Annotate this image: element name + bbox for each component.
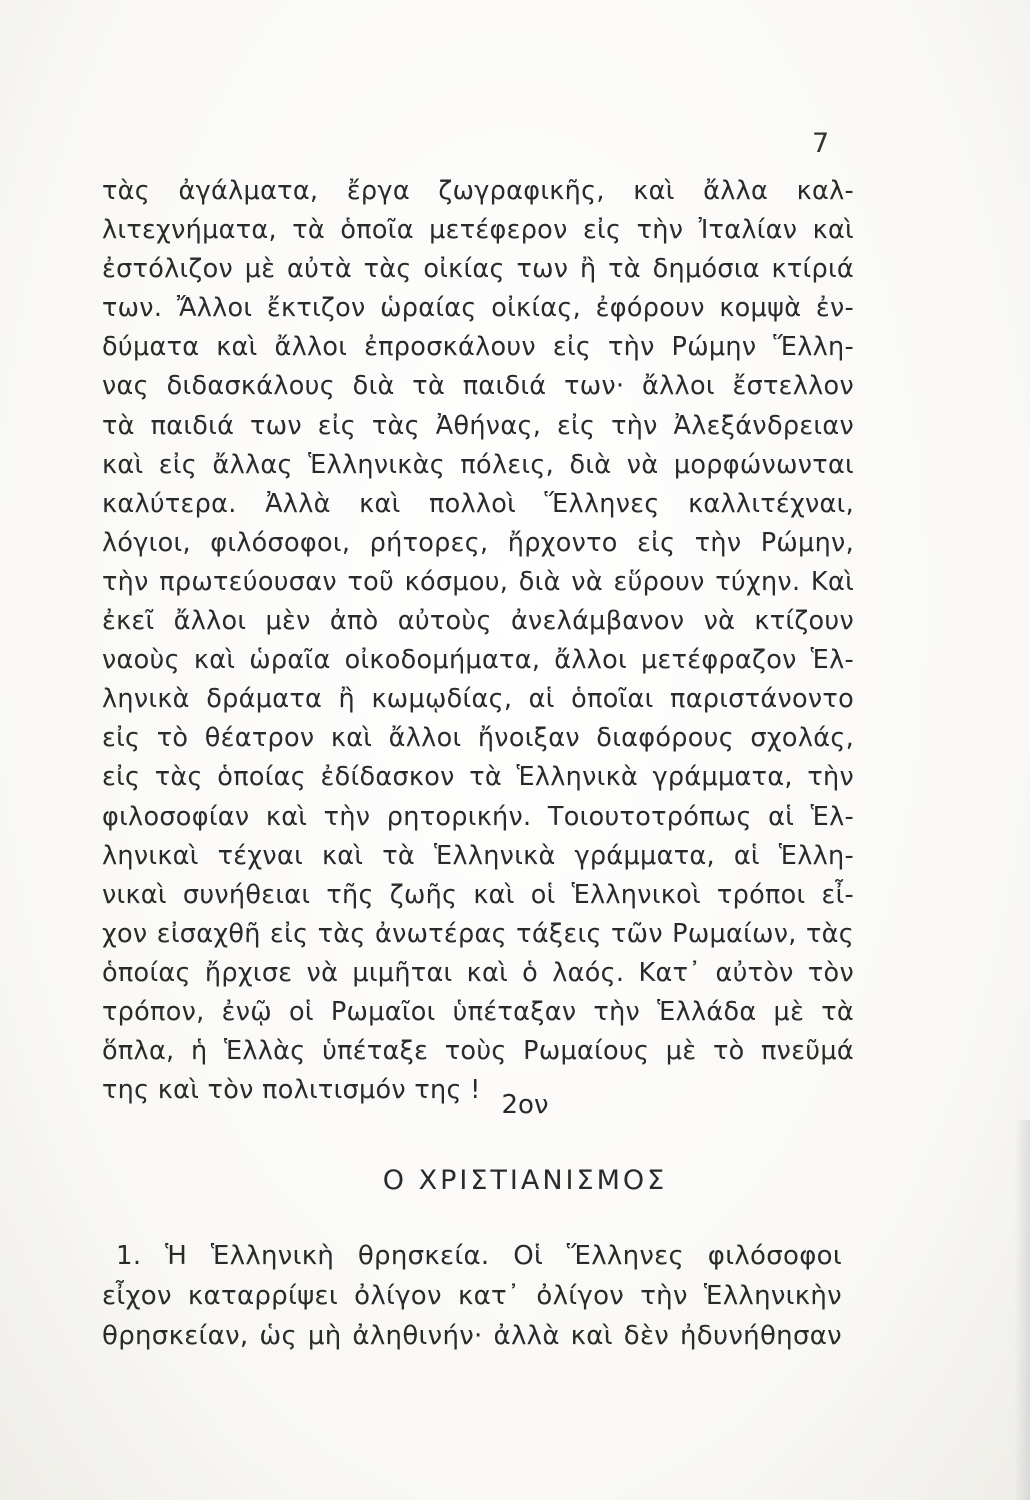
text-line: τὰς ἀγάλματα, ἔργα ζωγραφικῆς, καὶ ἄλλα καλ- (102, 176, 854, 206)
subsection-first-line (102, 1236, 842, 1276)
text-line: των. Ἄλλοι ἔκτιζον ὡραίας οἰκίας, ἐφόρουν κομψὰ ἐν- (102, 293, 854, 324)
text-line: ἐστόλιζον μὲ αὐτὰ τὰς οἰκίας των ἢ τὰ δημόσια κτίριά (102, 254, 854, 285)
text-line: νικαὶ συνήθειαι τῆς ζωῆς καὶ οἱ Ἑλληνικοὶ τρόποι εἶ- (102, 879, 854, 910)
subsection-paragraph (102, 1236, 842, 1356)
text-line: εἰς τὸ θέατρον καὶ ἄλλοι ἤνοιξαν διαφόρους σχολάς, (102, 723, 854, 754)
text-line: ναοὺς καὶ ὡραῖα οἰκοδομήματα, ἄλλοι μετέφραζον Ἑλ- (102, 645, 854, 676)
text-line: καλύτερα. Ἀλλὰ καὶ πολλοὶ Ἕλληνες καλλιτέχναι, (102, 488, 854, 519)
text-line: ὁποίας ἤρχισε νὰ μιμῆται καὶ ὁ λαός. Κατ᾽ αὐτὸν τὸν (102, 957, 854, 988)
text-line: της καὶ τὸν πολιτισμόν της ! (102, 1075, 481, 1106)
text-line: τὴν πρωτεύουσαν τοῦ κόσμου, διὰ νὰ εὕρουν τύχην. Καὶ (102, 566, 854, 597)
text-line: νας διδασκάλους διὰ τὰ παιδιά των· ἄλλοι ἔστελλον (102, 371, 854, 402)
page-number: 7 (812, 128, 830, 159)
text-line: τρόπον, ἐνῷ οἱ Ρωμαῖοι ὑπέταξαν τὴν Ἑλλάδα μὲ τὰ (102, 996, 854, 1027)
text-line: φιλοσοφίαν καὶ τὴν ρητορικήν. Τοιουτοτρόπως αἱ Ἑλ- (102, 801, 854, 832)
text-line: ληνικὰ δράματα ἢ κωμῳδίας, αἱ ὁποῖαι παριστάνοντο (102, 684, 854, 715)
text-line: θρησκείαν, ὡς μὴ ἀληθινήν· ἀλλὰ καὶ δὲν ἠδυνήθησαν (102, 1321, 842, 1351)
body-paragraph (102, 172, 854, 1110)
page-edge-shadow (1014, 1120, 1030, 1500)
text-line: ἐκεῖ ἄλλοι μὲν ἀπὸ αὐτοὺς ἀνελάμβανον νὰ κτίζουν (102, 606, 854, 637)
text-line: ὅπλα, ἡ Ἑλλὰς ὑπέταξε τοὺς Ρωμαίους μὲ τὸ πνεῦμά (102, 1036, 854, 1067)
text-line: εἶχον καταρρίψει ὀλίγον κατ᾽ ὀλίγον τὴν Ἑλληνικὴν (102, 1281, 842, 1311)
subsection-heading: 1. Ἡ Ἑλληνικὴ θρησκεία. (116, 1241, 490, 1271)
text-line: ληνικαὶ τέχναι καὶ τὰ Ἑλληνικὰ γράμματα, αἱ Ἑλλη- (102, 840, 854, 871)
text-line: λόγιοι, φιλόσοφοι, ρήτορες, ἤρχοντο εἰς τὴν Ρώμην, (102, 527, 854, 558)
text-line: εἰς τὰς ὁποίας ἐδίδασκον τὰ Ἑλληνικὰ γράμματα, τὴν (102, 762, 854, 793)
text-line: δύματα καὶ ἄλλοι ἐπροσκάλουν εἰς τὴν Ρώμην Ἕλλη- (102, 332, 854, 363)
text-line: χον εἰσαχθῆ εἰς τὰς ἀνωτέρας τάξεις τῶν Ρωμαίων, τὰς (102, 918, 854, 949)
text-line: λιτεχνήματα, τὰ ὁποῖα μετέφερον εἰς τὴν Ἰταλίαν καὶ (102, 215, 854, 246)
subsection-first-line-text: Οἱ Ἕλληνες φιλόσοφοι (513, 1241, 842, 1271)
section-title: Ο ΧΡΙΣΤΙΑΝΙΣΜΟΣ (382, 1165, 668, 1196)
text-line: καὶ εἰς ἄλλας Ἑλληνικὰς πόλεις, διὰ νὰ μορφώνωνται (102, 449, 854, 480)
section-number: 2ον (501, 1090, 549, 1120)
text-line: τὰ παιδιά των εἰς τὰς Ἀθήνας, εἰς τὴν Ἀλεξάνδρειαν (102, 410, 854, 441)
